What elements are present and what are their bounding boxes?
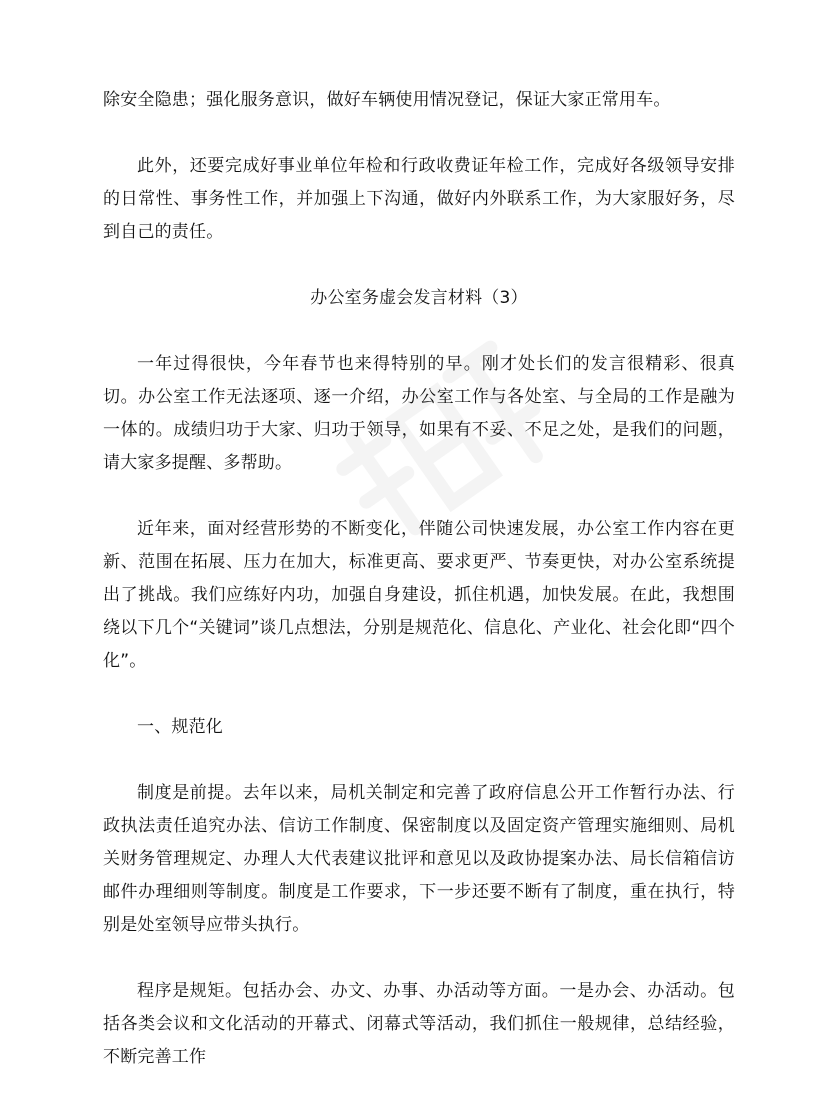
paragraph-4: 近年来，面对经营形势的不断变化，伴随公司快速发展，办公室工作内容在更新、范围在拓展、压力在加大，标准更高、要求更严、节奏更快，对办公室系统提出了挑战。我们应练好内功，加强自身建设，抓住机遇，加快发展。在此，我想围绕以下几个“关键词”谈几点想法，分别是规范化、信息化、产业化、社会化即“四个化”。	[103, 519, 735, 671]
subheading-standardization: 一、规范化	[137, 717, 223, 737]
document-body	[103, 84, 735, 1107]
section-title: 办公室务虚会发言材料（3）	[310, 288, 528, 308]
paragraph-6: 程序是规矩。包括办会、办文、办事、办活动等方面。一是办会、办活动。包括各类会议和文化活动的开幕式、闭幕式等活动，我们抓住一般规律，总结经验，不断完善工作	[103, 981, 735, 1067]
paragraph-2: 此外，还要完成好事业单位年检和行政收费证年检工作，完成好各级领导安排的日常性、事务性工作，并加强上下沟通，做好内外联系工作，为大家服好务，尽到自己的责任。	[103, 156, 735, 242]
paragraph-3: 一年过得很快，今年春节也来得特别的早。刚才处长们的发言很精彩、很真切。办公室工作无法逐项、逐一介绍，办公室工作与各处室、与全局的工作是融为一体的。成绩归功于大家、归功于领导，如果有不妥、不足之处，是我们的问题，请大家多提醒、多帮助。	[103, 354, 735, 473]
paragraph-5: 制度是前提。去年以来，局机关制定和完善了政府信息公开工作暂行办法、行政执法责任追究办法、信访工作制度、保密制度以及固定资产管理实施细则、局机关财务管理规定、办理人大代表建议批评和意见以及政协提案办法、局长信箱信访邮件办理细则等制度。制度是工作要求，下一步还要不断有了制度，重在执行，特别是处室领导应带头执行。	[103, 783, 735, 935]
paragraph-1: 除安全隐患；强化服务意识，做好车辆使用情况登记，保证大家正常用车。	[103, 90, 671, 110]
